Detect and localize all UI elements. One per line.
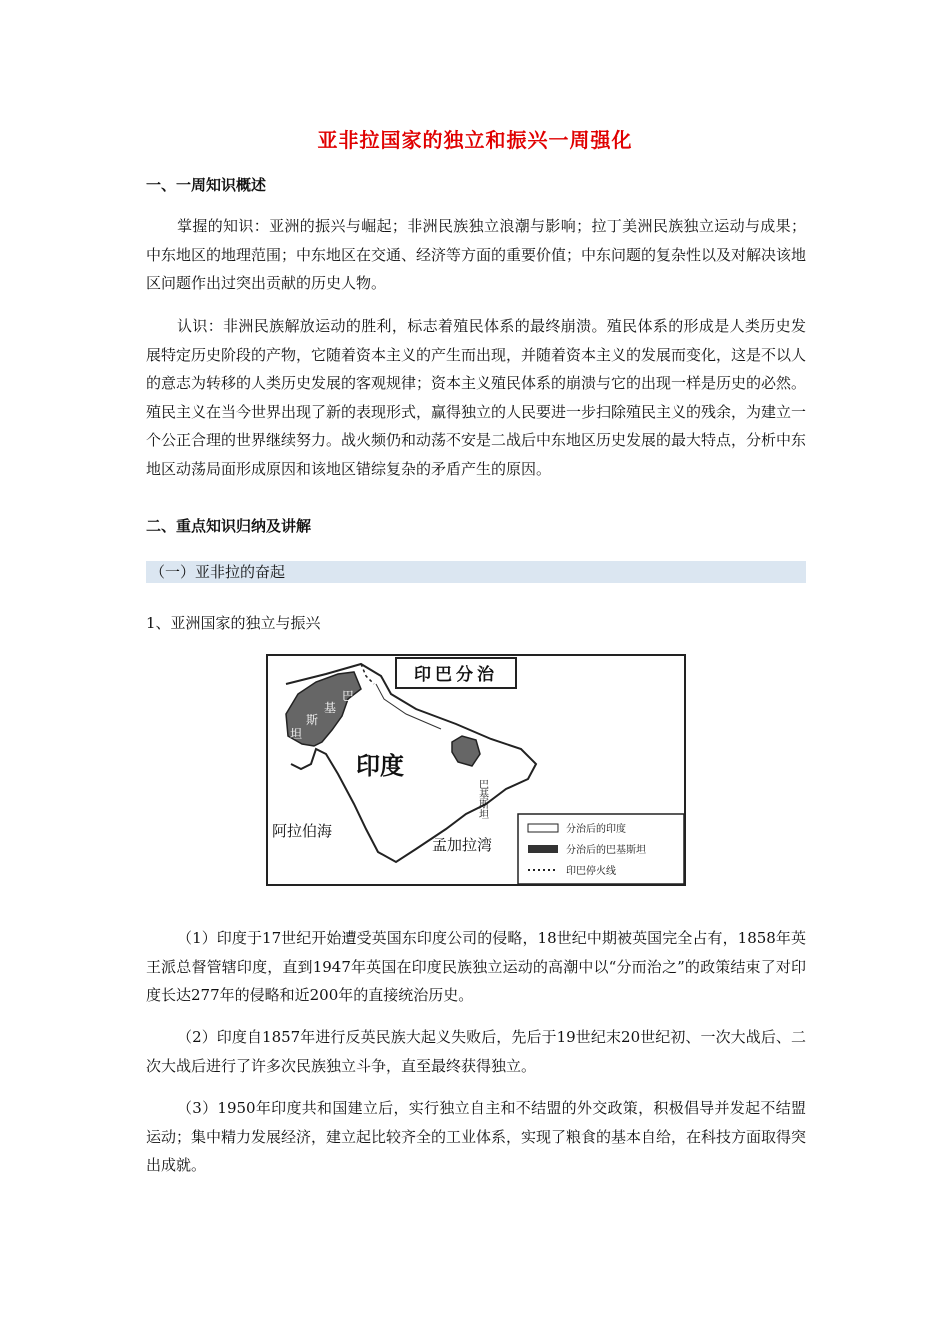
label-pakistan-1: 巴: [342, 689, 355, 703]
label-pakistan-2: 基: [324, 701, 337, 715]
paragraph-understanding: 认识：非洲民族解放运动的胜利，标志着殖民体系的最终崩溃。殖民体系的形成是人类历史发展特定历史阶段的产物，它随着资本主义的产生而出现，并随着资本主义的发展而变化，这是不以人的意志为转移的人类历史发展的客观规律；资本主义殖民体系的崩溃与它的出现一样是历史的必然。殖民主义在当今世界出现了新的表现形式，赢得独立的人民要进一步扫除殖民主义的残余，为建立一个公正合理的世界继续努力。战火频仍和动荡不安是二战后中东地区历史发展的最大特点，分析中东地区动荡局面形成原因和该地区错综复杂的矛盾产生的原因。: [146, 317, 807, 478]
legend-label-ceasefire: 印巴停火线: [566, 866, 616, 877]
section-heading-overview: 一、一周知识概述: [146, 176, 267, 194]
legend-swatch-india: [528, 824, 558, 832]
label-pakistan-3: 斯: [306, 713, 319, 727]
label-india: 印度: [356, 751, 404, 780]
label-arabian-sea: 阿拉伯海: [272, 822, 333, 840]
india-pakistan-partition-map: [266, 654, 686, 886]
label-pakistan-4: 坦: [290, 727, 303, 741]
map-title: 印巴分治: [414, 665, 498, 685]
paragraph-india-1: （1）印度于17世纪开始遭受英国东印度公司的侵略，18世纪中期被英国完全占有，1858年英王派总督管辖印度，直到1947年英国在印度民族独立运动的高潮中以“分而治之”的政策结束了对印度长达277年的侵略和近200年的直接统治历史。: [146, 929, 806, 1004]
paragraph-india-2: （2）印度自1857年进行反英民族大起义失败后，先后于19世纪末20世纪初、一次大战后、二次大战后进行了许多次民族独立斗争，直至最终获得独立。: [146, 1028, 806, 1075]
legend-swatch-pakistan: [528, 845, 558, 853]
paragraph-knowledge: 掌握的知识：亚洲的振兴与崛起；非洲民族独立浪潮与影响；拉丁美洲民族独立运动与成果；中东地区的地理范围；中东地区在交通、经济等方面的重要价值；中东问题的复杂性以及对解决该地区问题作出过突出贡献的历史人物。: [146, 217, 807, 292]
legend-label-pakistan: 分治后的巴基斯坦: [566, 845, 646, 856]
subsection-band: （一）亚非拉的奋起: [146, 561, 806, 583]
label-bay-of-bengal: 孟加拉湾: [432, 836, 493, 854]
section-heading-key-points: 二、重点知识归纳及讲解: [146, 517, 312, 535]
subsection-title: 1、亚洲国家的独立与振兴: [146, 614, 321, 632]
legend-label-india: 分治后的印度: [566, 824, 626, 835]
label-east-pakistan: 巴基斯坦: [476, 779, 488, 819]
paragraph-india-3: （3）1950年印度共和国建立后，实行独立自主和不结盟的外交政策，积极倡导并发起不结盟运动；集中精力发展经济，建立起比较齐全的工业体系，实现了粮食的基本自给，在科技方面取得突出成就。: [146, 1099, 807, 1174]
page-title: 亚非拉国家的独立和振兴一周强化: [317, 128, 633, 152]
